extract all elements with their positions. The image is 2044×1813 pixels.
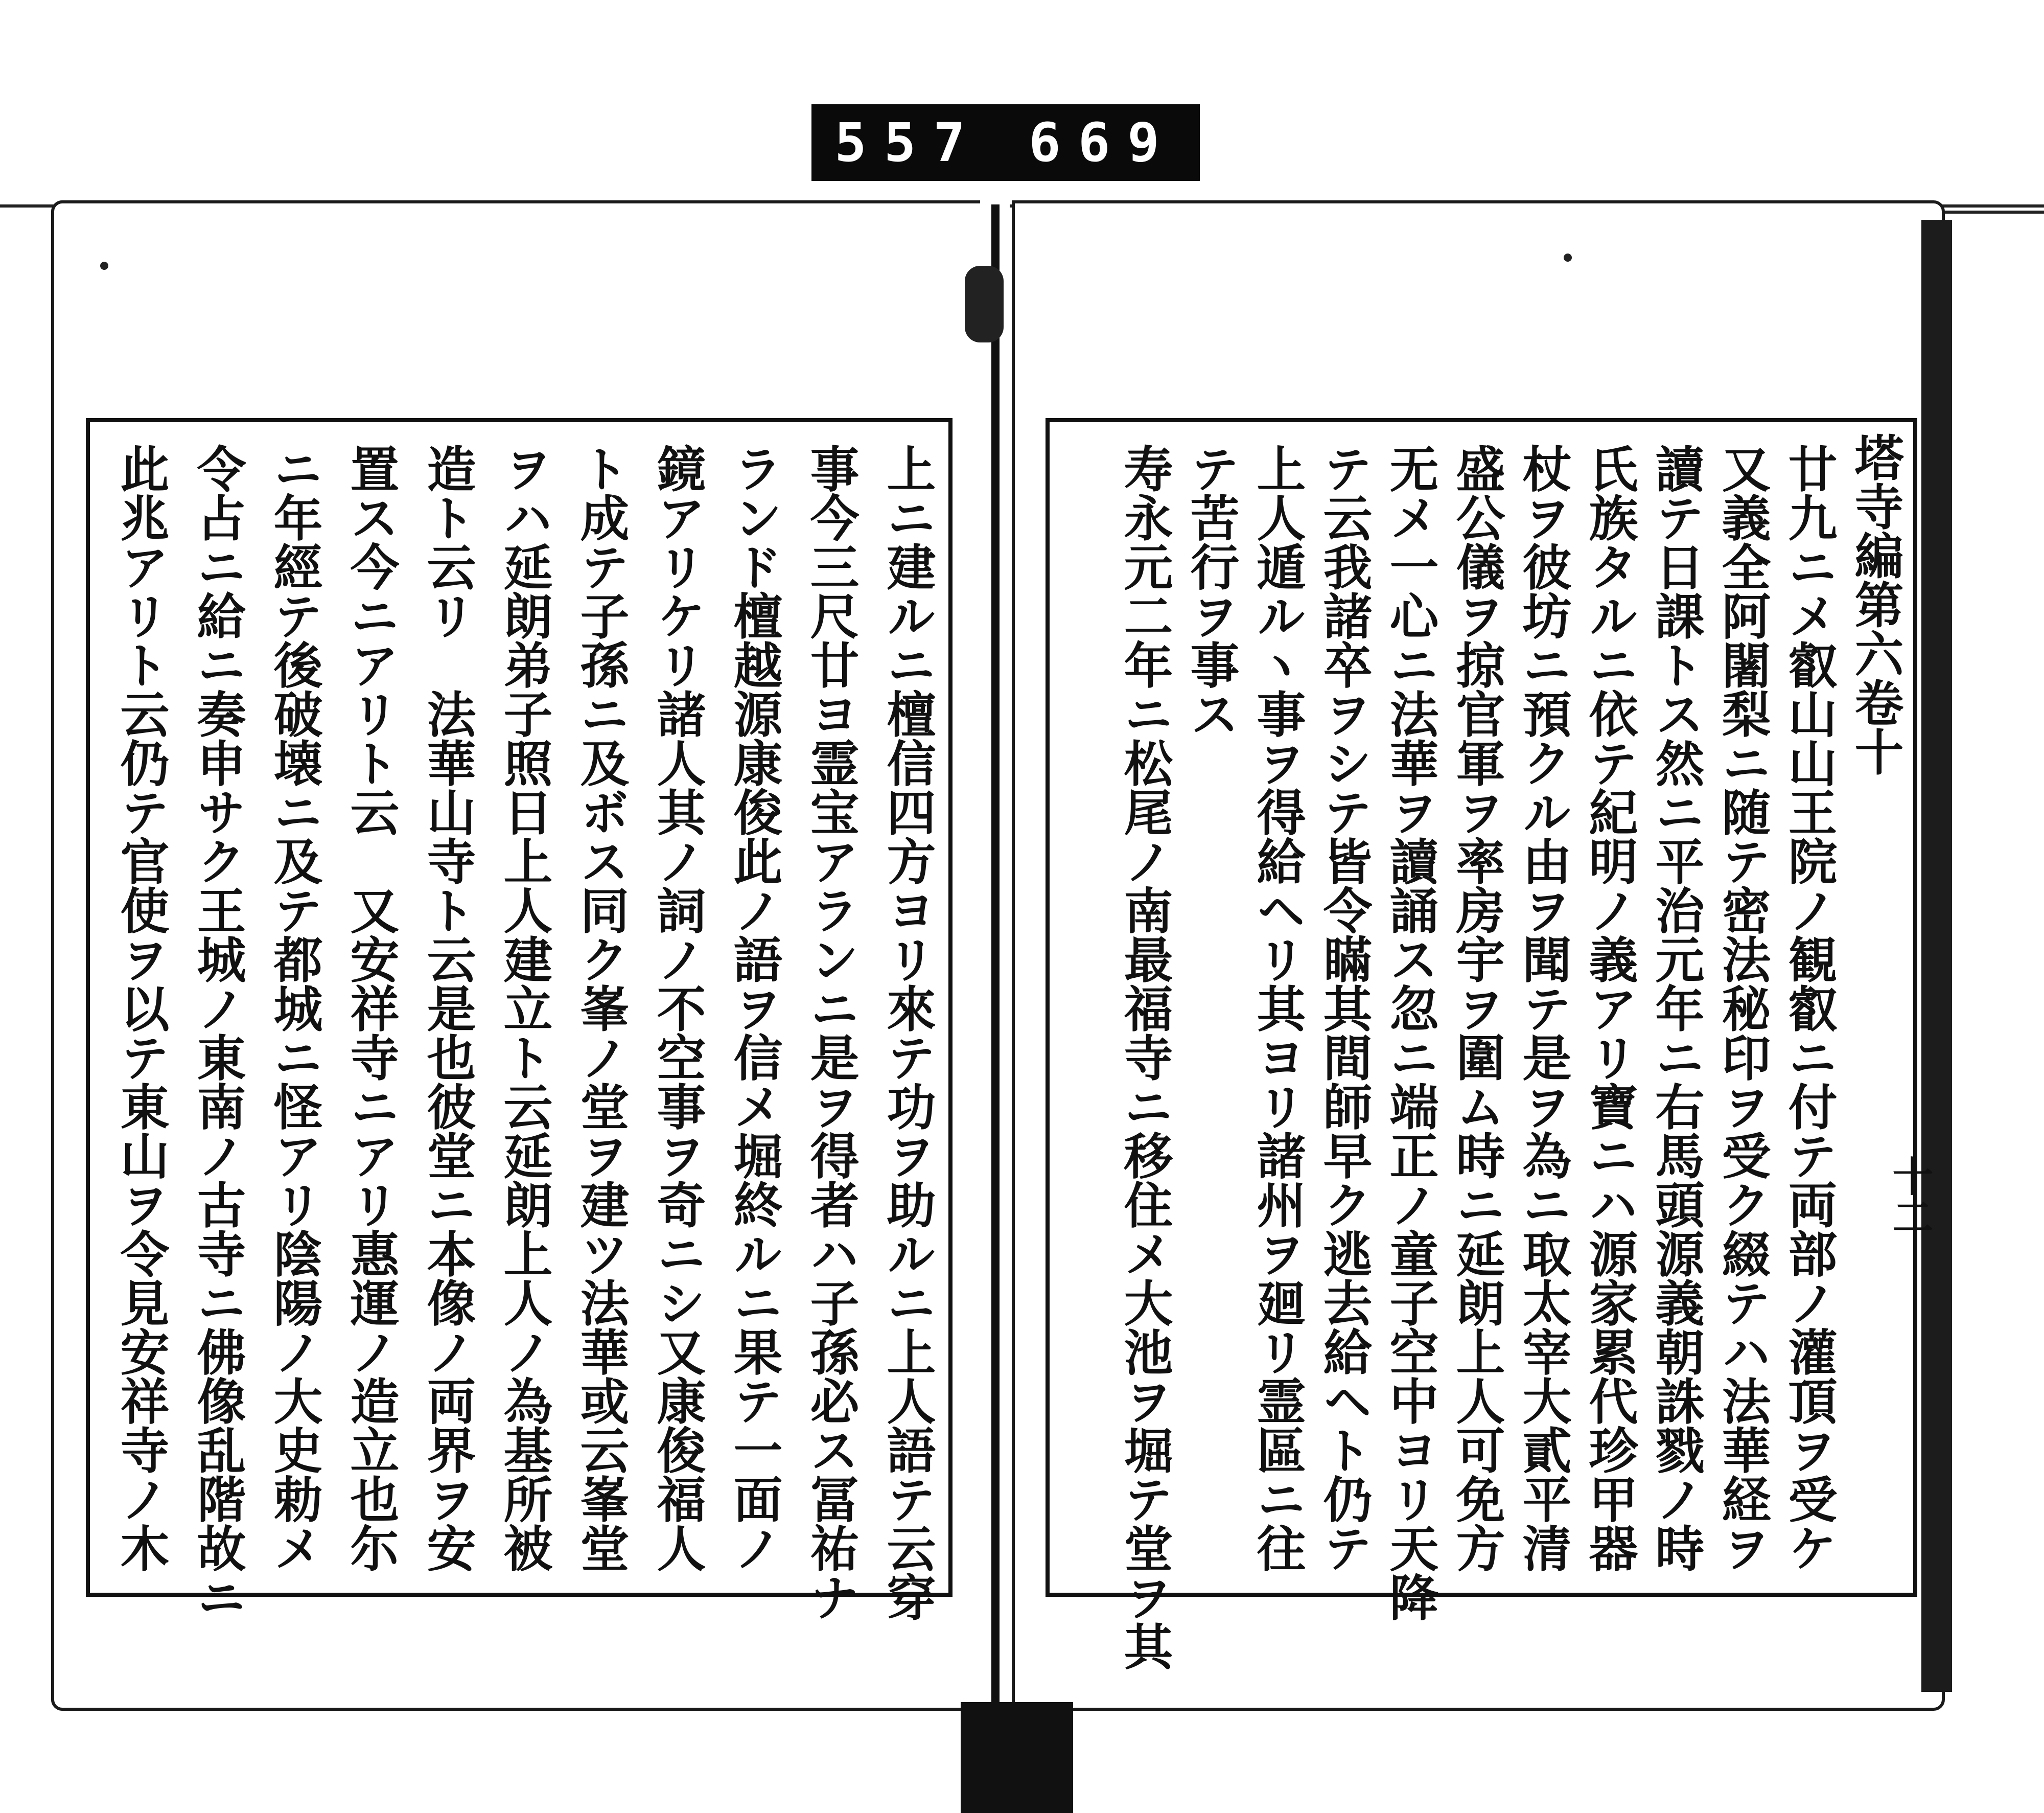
- label-right-number: 669: [1029, 111, 1177, 174]
- binding-hole-left: [100, 262, 108, 270]
- left-col-7: 造ト云リ 法華山寺ト云是也彼堂ニ本像ノ両界ヲ安: [419, 444, 477, 1572]
- right-col-1: 廿九ニメ叡山山王院ノ観叡ニ付テ両部ノ灌頂ヲ受ケ: [1780, 444, 1838, 1572]
- right-page-number: 十二: [1886, 1155, 1934, 1237]
- catalogue-label: [811, 104, 1200, 181]
- left-col-8: 置ス今ニアリト云 又安祥寺ニアリ惠運ノ造立也尓: [342, 444, 400, 1572]
- right-col-2: 又義全阿闍梨ニ随テ密法秘印ヲ受ク綴テハ法華経ヲ: [1714, 444, 1772, 1572]
- left-col-10: 令占ニ給ニ奏申サク王城ノ東南ノ古寺ニ佛像乱階故ニ: [189, 444, 247, 1621]
- right-col-3: 讀テ日課トス然ニ平治元年ニ右馬頭源義朝誅戮ノ時: [1647, 444, 1705, 1572]
- left-col-9: ニ年經テ後破壊ニ及テ都城ニ怪アリ陰陽ノ大史勅メ: [266, 444, 323, 1572]
- right-page-header: 塔寺編第六卷十: [1847, 432, 1904, 776]
- right-text-frame: [1046, 418, 1917, 1670]
- left-col-4: 鏡アリケリ諸人其ノ詞ノ不空事ヲ奇ニシ又康俊福人: [649, 444, 707, 1572]
- left-col-2: 事今三尺廿ヨ霊宝アランニ是ヲ得者ハ子孫必ス冨祐ナ: [802, 444, 860, 1621]
- right-col-4: 氏族タルニ依テ紀明ノ義アリ寶ニハ源家累代珍甲器: [1581, 444, 1639, 1572]
- left-col-3: ランド檀越源康俊此ノ語ヲ信メ堀終ルニ果テ一面ノ: [726, 444, 783, 1572]
- left-text-frame: [86, 418, 953, 1621]
- gutter-foot-shadow: [961, 1702, 1073, 1813]
- left-col-11: 此兆アリト云仍テ官使ヲ以テ東山ヲ令見安祥寺ノ木: [112, 444, 170, 1572]
- gutter-binding-line: [991, 204, 1000, 1789]
- right-col-7: 无メ一心ニ法華ヲ讀誦ス忽ニ端正ノ童子空中ヨリ天降: [1382, 444, 1439, 1621]
- right-col-8: テ云我諸卒ヲシテ皆令瞞其間師早ク逃去給ヘト仍テ: [1315, 444, 1373, 1572]
- left-col-1: 上ニ建ルニ檀信四方ヨリ來テ功ヲ助ルニ上人語テ云穿: [879, 444, 937, 1621]
- right-col-10: テ苦行ヲ事ス: [1182, 444, 1240, 738]
- right-col-5: 杖ヲ彼坊ニ預クル由ヲ聞テ是ヲ為ニ取太宰大貳平清: [1515, 444, 1572, 1572]
- binding-hole-right: [1564, 254, 1572, 262]
- right-col-6: 盛公儀ヲ掠官軍ヲ率房宇ヲ圍ム時ニ延朗上人可免方: [1448, 444, 1506, 1572]
- left-col-6: ヲハ延朗弟子照日上人建立ト云延朗上人ノ為基所被: [496, 444, 553, 1572]
- right-page-edge-shadow: [1921, 220, 1952, 1692]
- left-col-5: ト成テ子孫ニ及ボス同ク峯ノ堂ヲ建ツ法華或云峯堂: [572, 444, 630, 1572]
- right-col-11: 寿永元二年ニ松尾ノ南最福寺ニ移住メ大池ヲ堀テ堂ヲ其: [1116, 444, 1174, 1670]
- binding-thread-knot: [965, 266, 1004, 342]
- label-left-number: 557: [834, 111, 983, 174]
- right-col-9: 上人遁ルヽ事ヲ得給ヘリ其ヨリ諸州ヲ廻リ霊區ニ往: [1249, 444, 1307, 1572]
